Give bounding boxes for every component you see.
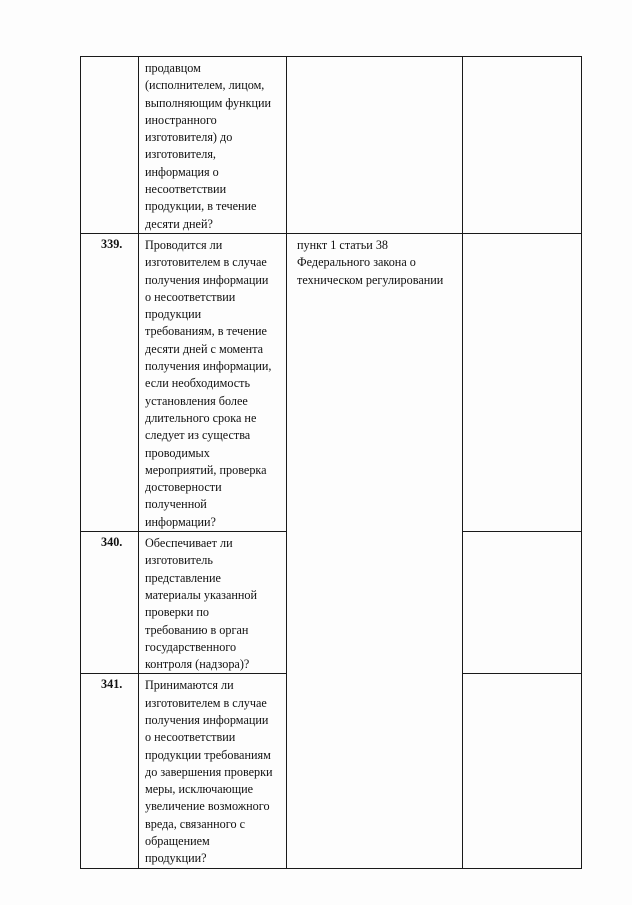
table-row [81, 532, 582, 674]
row-number: 341. [81, 674, 139, 868]
question-text: продавцом (исполнителем, лицом, выполняющим функции иностранного изготовителя) до изготовителя, информация о несоответствии продукции, в течение десяти дней? [139, 57, 287, 234]
table-row [81, 57, 582, 234]
row-number: 339. [81, 233, 139, 531]
row-number: 340. [81, 532, 139, 674]
note-cell [463, 233, 582, 531]
note-cell [463, 532, 582, 674]
question-text: Принимаются ли изготовителем в случае получения информации о несоответствии продукции требованиям до завершения проверки меры, исключающие увеличение возможного вреда, связанного с обращением продукции? [139, 674, 287, 868]
legal-reference [287, 532, 463, 674]
question-text: Обеспечивает ли изготовитель представление материалы указанной проверки по требованию в орган государственного контроля (надзора)? [139, 532, 287, 674]
table-row [81, 674, 582, 868]
table-row [81, 233, 582, 531]
question-text: Проводится ли изготовителем в случае получения информации о несоответствии продукции требованиям, в течение десяти дней с момента получения информации, если необходимость установления более длительного срока не следует из существа проводимых мероприятий, проверка достоверности полученной информации? [139, 233, 287, 531]
legal-reference [287, 674, 463, 868]
legal-reference [287, 57, 463, 234]
row-number [81, 57, 139, 234]
legal-reference: пункт 1 статьи 38 Федерального закона о техническом регулировании [287, 233, 463, 531]
note-cell [463, 57, 582, 234]
note-cell [463, 674, 582, 868]
checklist-table [80, 56, 582, 869]
